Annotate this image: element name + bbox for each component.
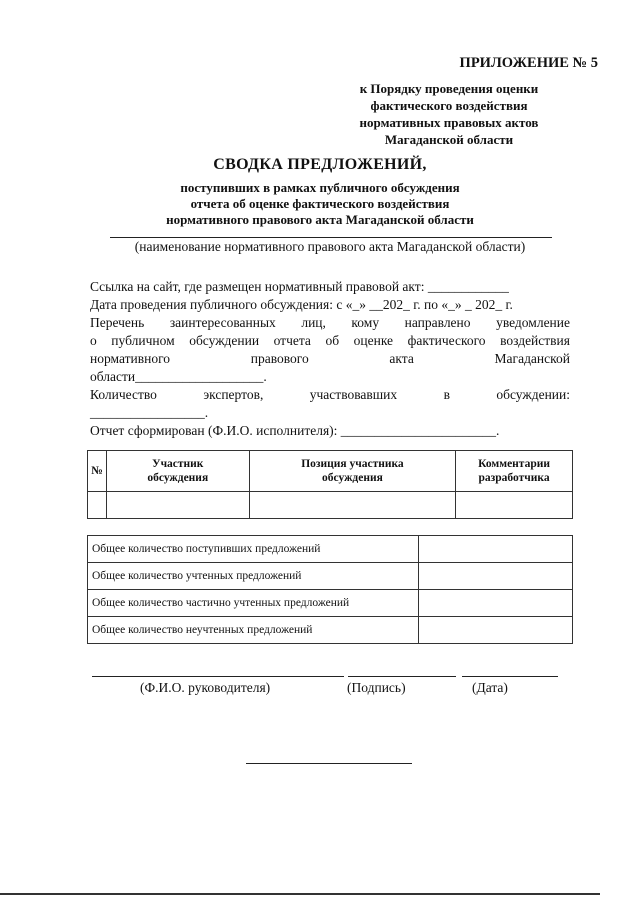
table-row <box>88 590 573 617</box>
appendix-reference-line: нормативных правовых актов <box>359 115 539 130</box>
head-name-label: (Ф.И.О. руководителя) <box>140 680 271 695</box>
column-header-position: Позиция участника обсуждения <box>249 451 455 492</box>
table-header-row <box>88 451 573 492</box>
summary-value[interactable] <box>419 563 573 590</box>
summary-value[interactable] <box>419 536 573 563</box>
proposals-table <box>87 450 573 519</box>
column-header-number: № <box>88 451 107 492</box>
interested-persons-field[interactable]: области___________________. <box>90 369 267 384</box>
appendix-reference-line: к Порядку проведения оценки <box>359 81 539 96</box>
experts-count-label: Количество экспертов, участвовавших в обсуждении: <box>90 387 570 402</box>
summary-label: Общее количество поступивших предложений <box>88 536 419 563</box>
summary-label: Общее количество учтенных предложений <box>88 563 419 590</box>
summary-table <box>87 535 573 644</box>
table-row <box>88 492 573 519</box>
act-name-caption: (наименование нормативного правового акта Магаданской области) <box>134 239 526 254</box>
subtitle-line: нормативного правового акта Магаданской области <box>166 212 474 227</box>
column-header-participant: Участник обсуждения <box>106 451 249 492</box>
summary-value[interactable] <box>419 590 573 617</box>
table-cell[interactable] <box>88 492 107 519</box>
closing-divider <box>246 763 412 764</box>
appendix-heading: ПРИЛОЖЕНИЕ № 5 <box>459 55 598 71</box>
report-author-field[interactable]: Отчет сформирован (Ф.И.О. исполнителя): _______________________. <box>90 423 500 438</box>
document-subtitle <box>100 180 540 228</box>
site-link-field[interactable]: Ссылка на сайт, где размещен нормативный правовой акт: ____________ <box>90 279 509 294</box>
appendix-reference-line: фактического воздействия <box>370 98 528 113</box>
table-row <box>88 536 573 563</box>
signature-line[interactable] <box>348 676 456 677</box>
summary-label: Общее количество неучтенных предложений <box>88 617 419 644</box>
table-row <box>88 617 573 644</box>
table-cell[interactable] <box>456 492 573 519</box>
head-name-line[interactable] <box>92 676 344 677</box>
date-label: (Дата) <box>472 680 508 695</box>
summary-value[interactable] <box>419 617 573 644</box>
experts-count-field[interactable]: _________________. <box>90 405 209 420</box>
subtitle-line: поступивших в рамках публичного обсуждения <box>180 180 460 195</box>
page-bottom-rule <box>0 893 600 895</box>
date-line[interactable] <box>462 676 558 677</box>
table-cell[interactable] <box>249 492 455 519</box>
column-header-comments: Комментарии разработчика <box>456 451 573 492</box>
table-cell[interactable] <box>106 492 249 519</box>
appendix-reference <box>330 80 568 148</box>
subtitle-line: отчета об оценке фактического воздействия <box>190 196 450 211</box>
discussion-date-field[interactable]: Дата проведения публичного обсуждения: с «_» __202_ г. по «_» _ 202_ г. <box>90 297 513 312</box>
act-name-line[interactable] <box>110 237 552 238</box>
signature-label: (Подпись) <box>347 680 406 695</box>
summary-label: Общее количество частично учтенных предложений <box>88 590 419 617</box>
interested-persons-line: нормативного правового акта Магаданской <box>90 351 570 366</box>
appendix-reference-line: Магаданской области <box>384 132 514 147</box>
table-row <box>88 563 573 590</box>
interested-persons-line: Перечень заинтересованных лиц, кому направлено уведомление <box>90 315 570 330</box>
document-title: СВОДКА ПРЕДЛОЖЕНИЙ, <box>213 156 427 173</box>
interested-persons-line: о публичном обсуждении отчета об оценке фактического воздействия <box>90 333 570 348</box>
